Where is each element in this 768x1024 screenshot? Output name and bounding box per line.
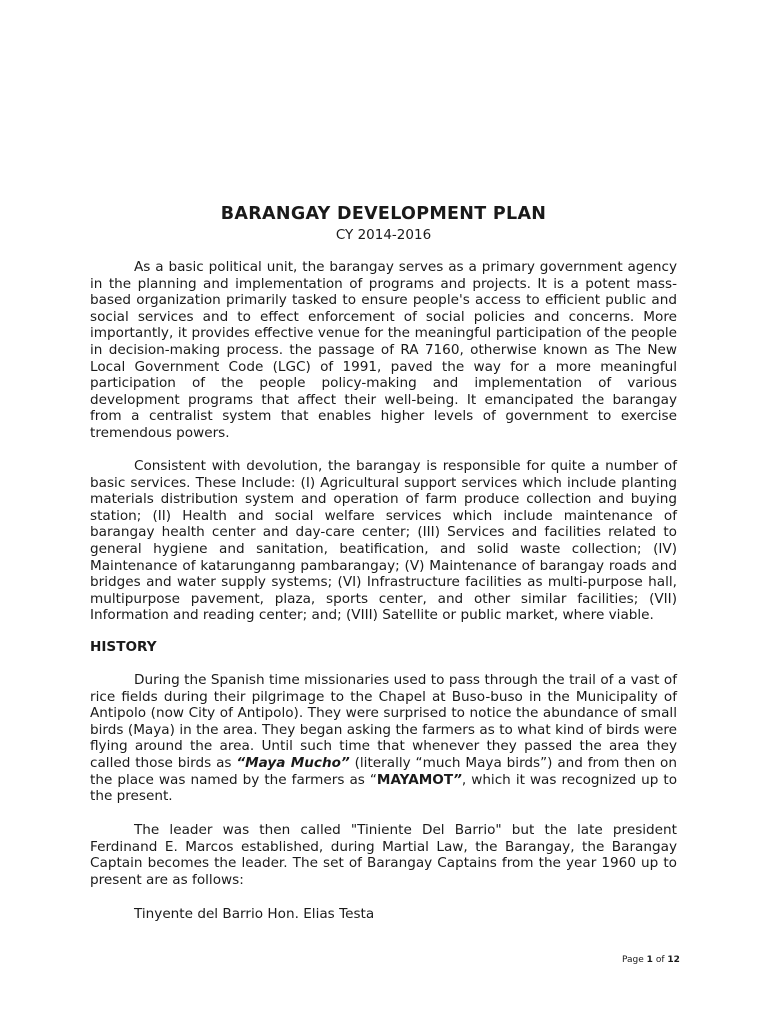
maya-mucho-emphasis: “Maya Mucho”: [236, 754, 350, 771]
document-page: [90, 0, 677, 1024]
history-text-part2: (literally “much Maya birds”) and from then on the place was named by the farmers as “: [90, 754, 677, 788]
footer-page-number: 1: [646, 955, 653, 965]
services-paragraph: Consistent with devolution, the barangay is responsible for quite a number of basic services. These Include: (I) Agricultural support services which include planting materials distribution system and operation of farm produce collection and buying station; (II) Health and social welfare services which include maintenance of barangay health center and day-care center; (III) Services and facilities related to general hygiene and sanitation, beatification, and solid waste collection; (IV) Maintenance of katarunganng pambarangay; (V) Maintenance of barangay roads and bridges and water supply systems; (VI) Infrastructure facilities as multi-purpose hall, multipurpose pavement, plaza, sports center, and other similar facilities; (VII) Information and reading center; and; (VIII) Satellite or public market, where viable.: [90, 458, 677, 624]
footer-of-label: of: [655, 955, 665, 965]
document-title: BARANGAY DEVELOPMENT PLAN: [220, 204, 547, 224]
history-text-part1: During the Spanish time missionaries used to pass through the trail of a vast of rice fields during their pilgrimage to the Chapel at Buso-buso in the Municipality of Antipolo (now City of Antipolo). They were surprised to notice the abundance of small birds (Maya) in the area. They began asking the farmers as to what kind of birds were flying around the area. Until such time that whenever they passed the area they called those birds as: [90, 672, 677, 771]
history-text-part3: , which it was recognized up to the present.: [90, 771, 678, 805]
footer-total-pages: 12: [667, 955, 680, 965]
leaders-paragraph: The leader was then called "Tiniente Del Barrio" but the late president Ferdinand E. Marcos established, during Martial Law, the Barangay, the Barangay Captain becomes the leader. The set of Barangay Captains from the year 1960 up to present are as follows:: [90, 822, 677, 888]
captain-line: Tinyente del Barrio Hon. Elias Testa: [134, 906, 375, 922]
intro-paragraph: As a basic political unit, the barangay serves as a primary government agency in the planning and implementation of programs and projects. It is a potent mass-based organization primarily tasked to ensure people's access to efficient public and social services and to effect enforcement of social policies and concerns. More importantly, it provides effective venue for the meaningful participation of the people in decision-making process. the passage of RA 7160, otherwise known as The New Local Government Code (LGC) of 1991, paved the way for a more meaningful participation of the people policy-making and implementation of various development programs that affect their well-being. It emancipated the barangay from a centralist system that enables higher levels of government to exercise tremendous powers.: [90, 259, 677, 441]
page-footer: [622, 955, 680, 965]
document-subtitle: CY 2014-2016: [335, 227, 432, 243]
history-paragraph: [90, 672, 677, 805]
mayamot-emphasis: MAYAMOT: [376, 771, 454, 788]
mayamot-close-quote: ”: [453, 771, 462, 788]
footer-page-label: Page: [622, 955, 644, 965]
history-heading: HISTORY: [90, 639, 157, 655]
